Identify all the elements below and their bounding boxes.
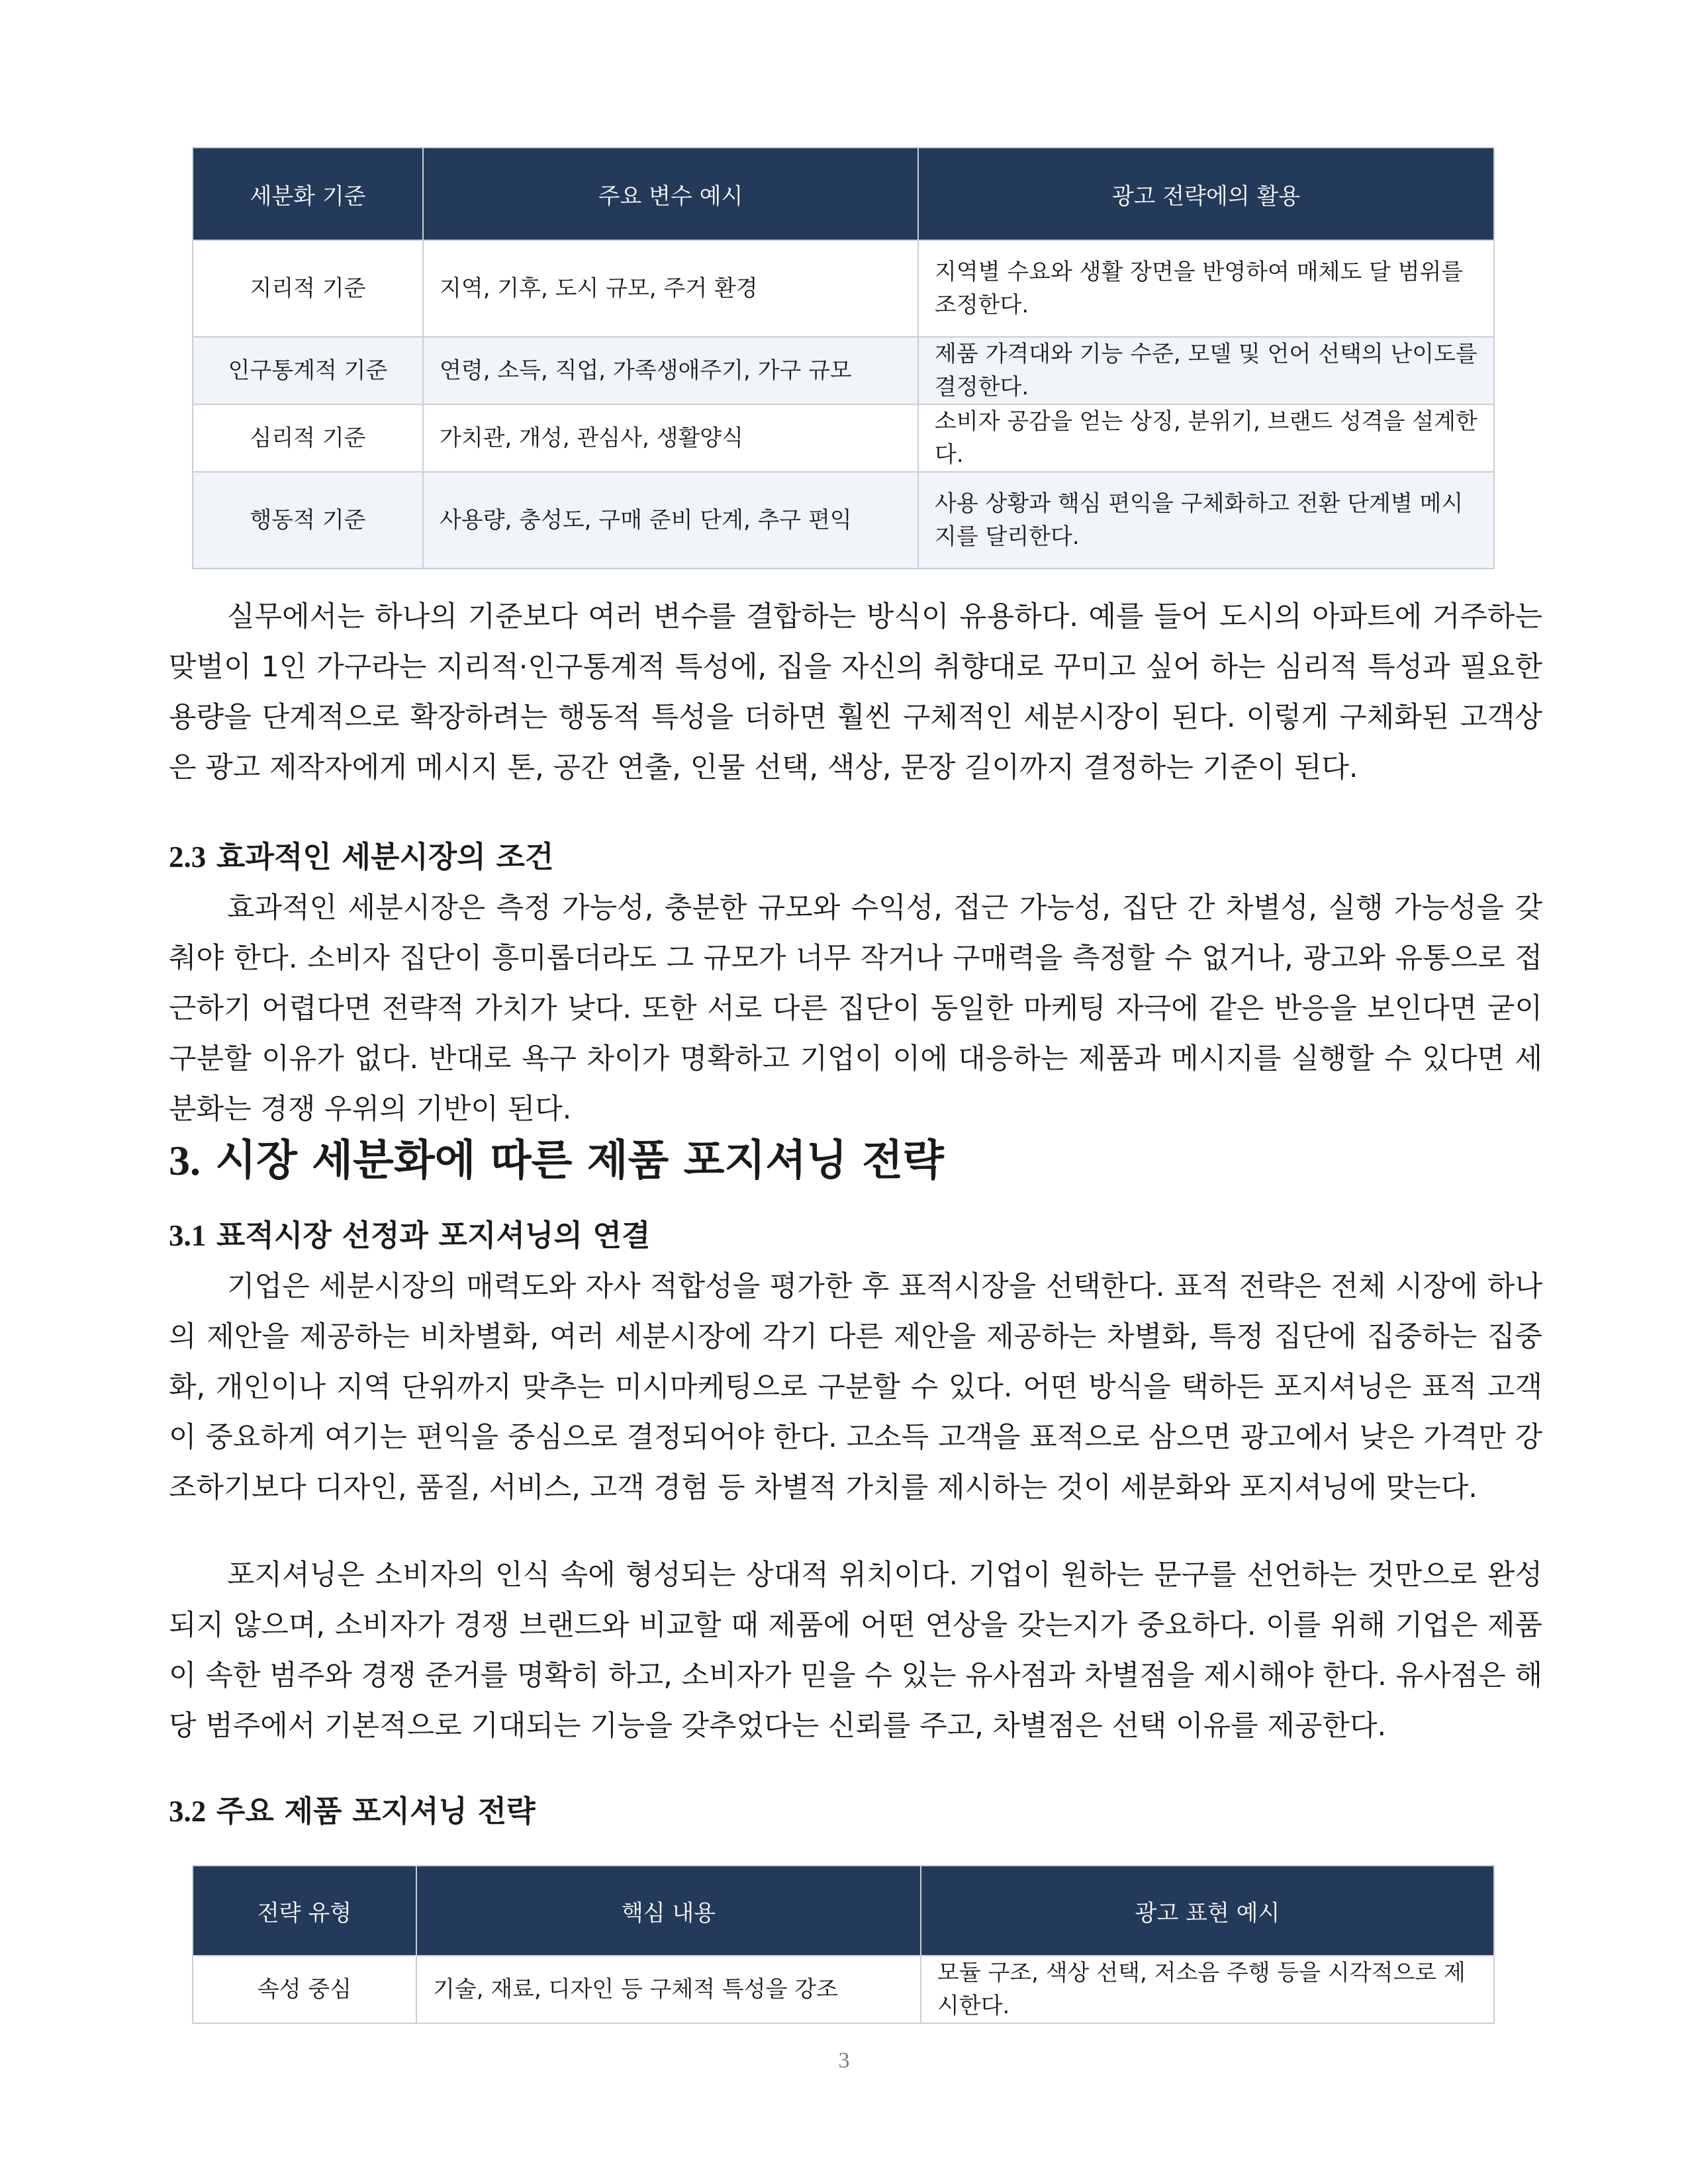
table-cell: 인구통계적 기준 (193, 337, 423, 404)
table-header-cell: 광고 전략에의 활용 (918, 148, 1494, 240)
section-number: 3.2 (169, 1795, 207, 1828)
table-cell: 속성 중심 (193, 1956, 416, 2023)
table-cell: 지역별 수요와 생활 장면을 반영하여 매체도 달 범위를 조정한다. (918, 240, 1494, 337)
table-cell: 행동적 기준 (193, 472, 423, 569)
table-cell: 소비자 공감을 얻는 상징, 분위기, 브랜드 성격을 설계한다. (918, 404, 1494, 472)
section-heading-3-1 (169, 1211, 651, 1254)
chapter-title: 시장 세분화에 따른 제품 포지셔닝 전략 (215, 1136, 944, 1185)
table-row (193, 404, 1494, 472)
table-header-row (193, 1866, 1494, 1956)
table-cell: 제품 가격대와 기능 수준, 모델 및 언어 선택의 난이도를 결정한다. (918, 337, 1494, 404)
table-row (193, 337, 1494, 404)
table-cell: 사용량, 충성도, 구매 준비 단계, 추구 편익 (423, 472, 918, 569)
table-header-row (193, 148, 1494, 240)
body-paragraph: 기업은 세분시장의 매력도와 자사 적합성을 평가한 후 표적시장을 선택한다. 표적 전략은 전체 시장에 하나의 제안을 제공하는 비차별화, 여러 세분시장에 각기 다른 제안을 제공하는 차별화, 특정 집단에 집중하는 집중화, 개인이나 지역 단위까지 맞추는 미시마케팅으로 구분할 수 있다. 어떤 방식을 택하든 포지셔닝은 표적 고객이 중요하게 여기는 편익을 중심으로 결정되어야 한다. 고소득 고객을 표적으로 삼으면 광고에서 낮은 가격만 강조하기보다 디자인, 품질, 서비스, 고객 경험 등 차별적 가치를 제시하는 것이 세분화와 포지셔닝에 맞는다. (169, 1270, 1542, 1504)
table-cell: 심리적 기준 (193, 404, 423, 472)
section-number: 2.3 (169, 841, 207, 874)
body-paragraph: 포지셔닝은 소비자의 인식 속에 형성되는 상대적 위치이다. 기업이 원하는 문구를 선언하는 것만으로 완성되지 않으며, 소비자가 경쟁 브랜드와 비교할 때 제품에 어떤 연상을 갖는지가 중요하다. 이를 위해 기업은 제품이 속한 범주와 경쟁 준거를 명확히 하고, 소비자가 믿을 수 있는 유사점과 차별점을 제시해야 한다. 유사점은 해당 범주에서 기본적으로 기대되는 기능을 갖추었다는 신뢰를 주고, 차별점은 선택 이유를 제공한다. (169, 1559, 1542, 1743)
positioning-strategy-table (192, 1865, 1495, 2024)
section-heading-3-2 (169, 1787, 536, 1830)
page-number: 3 (838, 2048, 850, 2073)
table-header-cell: 세분화 기준 (193, 148, 423, 240)
table-header-cell: 주요 변수 예시 (423, 148, 918, 240)
table-row (193, 1956, 1494, 2023)
segmentation-criteria-table (192, 147, 1495, 569)
table-cell: 기술, 재료, 디자인 등 구체적 특성을 강조 (416, 1956, 921, 2023)
table-cell: 가치관, 개성, 관심사, 생활양식 (423, 404, 918, 472)
table-cell: 지리적 기준 (193, 240, 423, 337)
chapter-heading-3 (169, 1126, 944, 1187)
table-row (193, 472, 1494, 569)
section-title: 표적시장 선정과 포지셔닝의 연결 (216, 1218, 651, 1253)
table-row (193, 240, 1494, 337)
table-header-cell: 전략 유형 (193, 1866, 416, 1956)
table-cell: 모듈 구조, 색상 선택, 저소음 주행 등을 시각적으로 제시한다. (921, 1956, 1494, 2023)
body-paragraph: 실무에서는 하나의 기준보다 여러 변수를 결합하는 방식이 유용하다. 예를 들어 도시의 아파트에 거주하는 맞벌이 1인 가구라는 지리적·인구통계적 특성에, 집을 자신의 취향대로 꾸미고 싶어 하는 심리적 특성과 필요한 용량을 단계적으로 확장하려는 행동적 특성을 더하면 훨씬 구체적인 세분시장이 된다. 이렇게 구체화된 고객상은 광고 제작자에게 메시지 톤, 공간 연출, 인물 선택, 색상, 문장 길이까지 결정하는 기준이 된다. (169, 600, 1542, 784)
section-number: 3.1 (169, 1219, 207, 1252)
table-header-cell: 광고 표현 예시 (921, 1866, 1494, 1956)
chapter-number: 3. (169, 1137, 201, 1184)
section-title: 주요 제품 포지셔닝 전략 (216, 1794, 536, 1829)
table-cell: 연령, 소득, 직업, 가족생애주기, 가구 규모 (423, 337, 918, 404)
body-paragraph: 효과적인 세분시장은 측정 가능성, 충분한 규모와 수익성, 접근 가능성, 집단 간 차별성, 실행 가능성을 갖춰야 한다. 소비자 집단이 흥미롭더라도 그 규모가 너무 작거나 구매력을 측정할 수 없거나, 광고와 유통으로 접근하기 어렵다면 전략적 가치가 낮다. 또한 서로 다른 집단이 동일한 마케팅 자극에 같은 반응을 보인다면 굳이 구분할 이유가 없다. 반대로 욕구 차이가 명확하고 기업이 이에 대응하는 제품과 메시지를 실행할 수 있다면 세분화는 경쟁 우위의 기반이 된다. (169, 891, 1542, 1126)
table-cell: 지역, 기후, 도시 규모, 주거 환경 (423, 240, 918, 337)
section-heading-2-3 (169, 833, 553, 876)
table-cell: 사용 상황과 핵심 편익을 구체화하고 전환 단계별 메시지를 달리한다. (918, 472, 1494, 569)
section-title: 효과적인 세분시장의 조건 (216, 839, 554, 874)
table-header-cell: 핵심 내용 (416, 1866, 921, 1956)
